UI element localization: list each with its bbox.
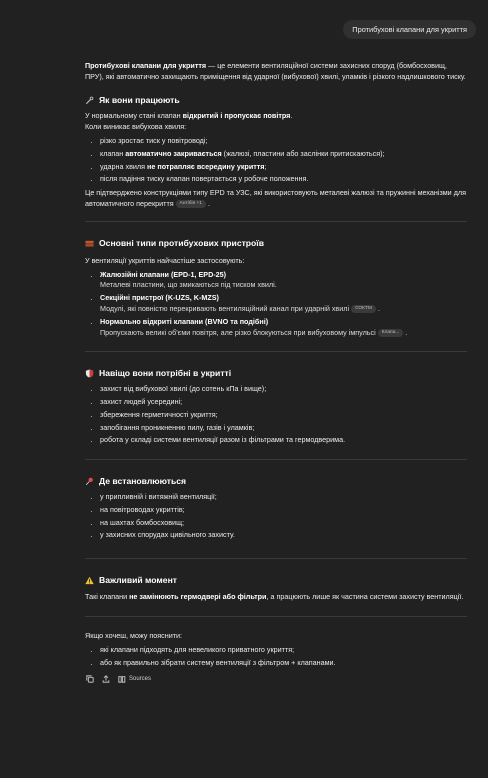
section-why xyxy=(85,367,467,446)
section-how-title: Як вони працюють xyxy=(85,94,467,107)
divider xyxy=(85,616,467,617)
citation-chip[interactable]: Антібія +1 xyxy=(176,200,206,208)
list-item: • після падіння тиску клапан повертається у робоче положення. xyxy=(100,174,467,185)
list-item: • Нормально відкриті клапани (BVNO та подібні) Пропускають великі об'єми повітря, але різко блокуються при вибуховому імпульсі Клапа... . xyxy=(100,317,467,339)
divider xyxy=(85,351,467,352)
section-where-title: Де встановлюються xyxy=(85,475,467,488)
list-item: • збереження герметичності укриття; xyxy=(100,410,467,421)
list-item: • Жалюзійні клапани (ЕРD-1, ЕРD-25) Металеві пластини, що змикаються під тиском хвилі. xyxy=(100,270,467,292)
intro-text: — це елементи вентиляційної системи захисних споруд (бомбосховищ, ПРУ), які автоматично захищають приміщення від ударної (вибухової) хвилі, уламків і різкого надлишкового тиску. xyxy=(85,61,466,81)
list-item: • у припливній і витяжній вентиляції; xyxy=(100,492,467,503)
pushpin-icon xyxy=(85,477,94,486)
share-icon[interactable] xyxy=(101,674,111,684)
list-item: • клапан автоматично закривається (жалюзі, пластини або заслінки притискаються); xyxy=(100,149,467,160)
list-item: • у захисних спорудах цивільного захисту. xyxy=(100,530,467,541)
list-item: • ударна хвиля не потрапляє всередину укриття; xyxy=(100,162,467,173)
types-lead: У вентиляції укриттів найчастіше застосовують: xyxy=(85,255,245,265)
section-followup xyxy=(85,631,467,668)
citation-chip[interactable]: СОКТМ xyxy=(351,305,376,313)
user-message-bubble: Протибухові клапани для укриття xyxy=(343,20,476,39)
bricks-icon xyxy=(85,239,94,248)
intro-bold: Протибухові клапани для укриття xyxy=(85,61,207,70)
sources-button[interactable] xyxy=(117,674,151,684)
warning-icon xyxy=(85,576,94,585)
citation-chip[interactable]: Клапа... xyxy=(378,329,404,337)
assistant-message xyxy=(85,58,467,684)
list-item: • робота у складі системи вентиляції разом із фільтрами та гермодверима. xyxy=(100,435,467,446)
list-item: • або як правильно зібрати систему вентиляції з фільтром + клапанами. xyxy=(100,658,467,669)
how-p2: Коли виникає вибухова хвиля: xyxy=(85,122,187,132)
types-list xyxy=(85,270,467,339)
followup-list xyxy=(85,645,467,669)
divider xyxy=(85,459,467,460)
message-actions xyxy=(85,674,467,684)
section-types-title: Основні типи протибухових пристроїв xyxy=(85,237,467,250)
followup-lead: Якщо хочеш, можу пояснити: xyxy=(85,630,183,640)
shield-icon xyxy=(85,369,94,378)
section-types xyxy=(85,237,467,338)
copy-icon[interactable] xyxy=(85,674,95,684)
sources-label: Sources xyxy=(129,675,152,682)
where-list xyxy=(85,492,467,541)
intro-paragraph xyxy=(85,61,467,83)
wrench-icon xyxy=(85,96,94,105)
section-where xyxy=(85,475,467,541)
divider xyxy=(85,558,467,559)
list-item: • запобігання проникненню пилу, газів і уламків; xyxy=(100,423,467,434)
list-item: • на шахтах бомбосховищ; xyxy=(100,518,467,529)
section-why-title: Навіщо вони потрібні в укритті xyxy=(85,367,467,380)
important-paragraph: Такі клапани не замінюють гермодвері або фільтри, а працюють лише як частина системи захисту вентиляції. xyxy=(85,592,464,602)
section-how xyxy=(85,94,467,210)
how-p1: У нормальному стані клапан відкритий і пропускає повітря. xyxy=(85,111,293,121)
list-item: • захист від вибухової хвилі (до сотень кПа і вище); xyxy=(100,384,467,395)
section-important xyxy=(85,574,467,603)
how-list xyxy=(85,136,467,185)
section-important-title: Важливий момент xyxy=(85,574,467,587)
list-item: • на повітроводах укриттів; xyxy=(100,505,467,516)
divider xyxy=(85,221,467,222)
why-list xyxy=(85,384,467,446)
list-item: • різко зростає тиск у повітроводі; xyxy=(100,136,467,147)
list-item: • захист людей усередині; xyxy=(100,397,467,408)
list-item: • Секційні пристрої (K-UZS, K-MZS) Модулі, які повністю перекривають вентиляційний канал при ударній хвилі СОКТМ . xyxy=(100,293,467,315)
sources-icon xyxy=(117,674,127,684)
how-outro: Це підтверджено конструкціями типу ЕРD та УЗС, які використовують металеві жалюзі та пружинні механізми для автоматичного перекриття Антібія +1 . xyxy=(85,188,466,209)
list-item: • які клапани підходять для невеликого приватного укриття; xyxy=(100,645,467,656)
